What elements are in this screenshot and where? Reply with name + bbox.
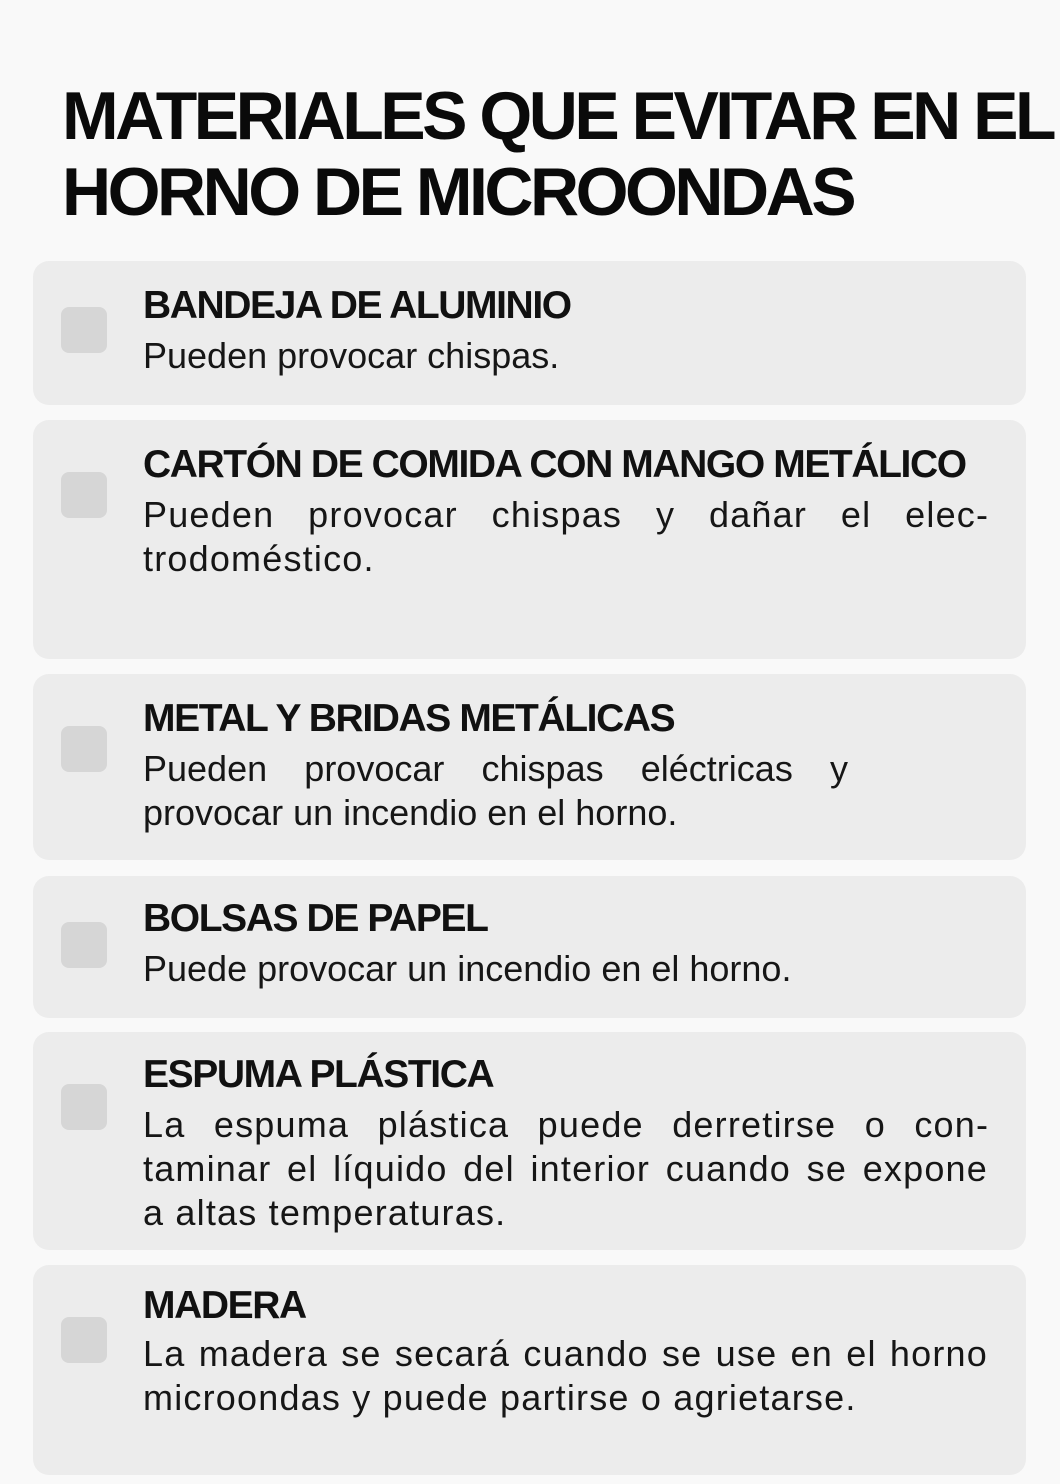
item-description: Puede provocar un incendio en el horno. — [143, 948, 792, 989]
item-title: CARTÓN DE COMIDA CON MANGO METÁLICO — [143, 443, 966, 486]
checkbox[interactable] — [61, 726, 107, 772]
item-description: Pueden provocar chispas eléctricas y provocar un incendio en el horno. — [143, 748, 848, 833]
checkbox[interactable] — [61, 1317, 107, 1363]
item-card-madera — [33, 1265, 1026, 1475]
checkbox[interactable] — [61, 307, 107, 353]
item-description: Pueden provocar chispas. — [143, 335, 560, 376]
item-title: METAL Y BRIDAS METÁLICAS — [143, 697, 675, 740]
item-title: ESPUMA PLÁSTICA — [143, 1053, 494, 1096]
item-card-metal-bridas — [33, 674, 1026, 860]
item-card-bandeja-aluminio — [33, 261, 1026, 405]
item-description: La espuma plástica puede derretirse o contaminar el líquido del interior cuando se expone a altas temperaturas. — [143, 1104, 988, 1233]
item-card-espuma-plastica — [33, 1032, 1026, 1250]
item-title: MADERA — [143, 1284, 306, 1327]
page-title-line-1: MATERIALES QUE EVITAR EN EL — [62, 78, 1054, 154]
page-title-line-2: HORNO DE MICROONDAS — [62, 154, 854, 230]
checkbox[interactable] — [61, 922, 107, 968]
page-title — [62, 78, 1054, 230]
item-card-carton-comida — [33, 420, 1026, 659]
checkbox[interactable] — [61, 472, 107, 518]
item-description: La madera se secará cuando se use en el horno microondas y puede partirse o agrietarse. — [143, 1333, 988, 1418]
item-title: BOLSAS DE PAPEL — [143, 897, 488, 940]
checkbox[interactable] — [61, 1084, 107, 1130]
item-description: Pueden provocar chispas y dañar el electrodoméstico. — [143, 494, 988, 579]
item-card-bolsas-papel — [33, 876, 1026, 1018]
item-title: BANDEJA DE ALUMINIO — [143, 284, 571, 327]
